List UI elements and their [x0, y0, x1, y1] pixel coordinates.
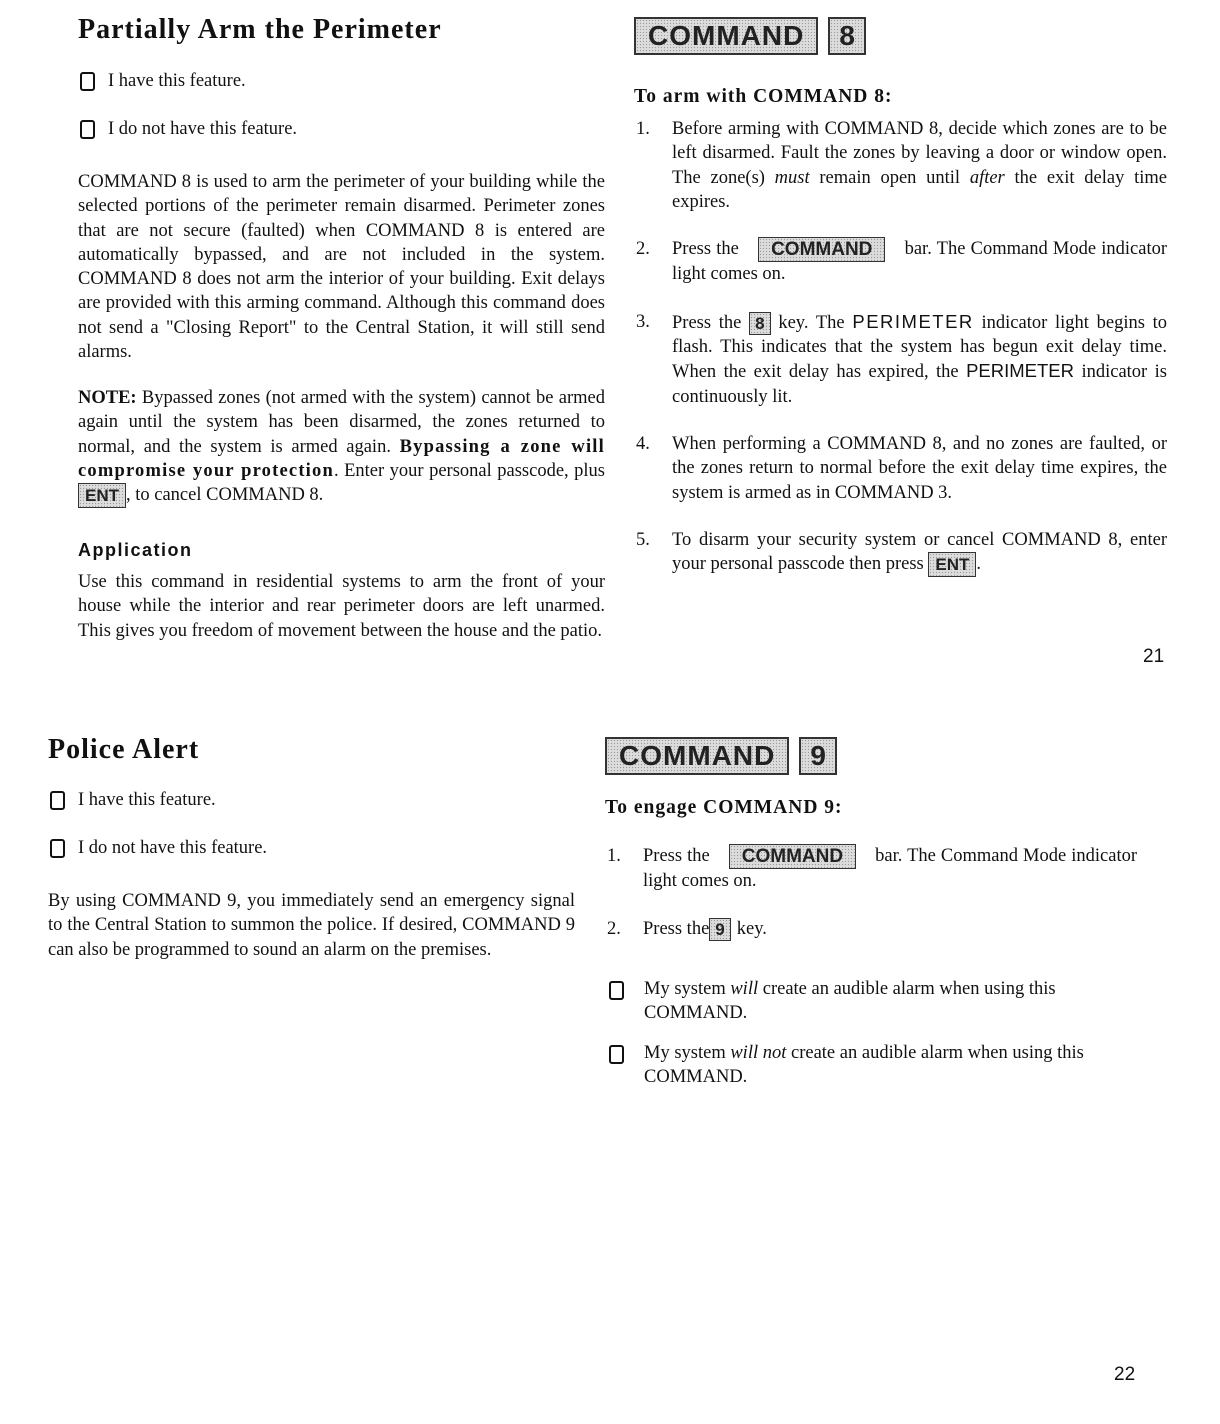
step-number: 4.: [636, 433, 650, 454]
checkbox-icon: [609, 981, 624, 1000]
step-text: Before arming with COMMAND 8, decide which zones are to be left disarmed. Fault the zones by leaving a door or window open. The zone(s): [672, 119, 1167, 188]
step-2: [607, 917, 1137, 941]
option-text: [644, 977, 1137, 1026]
command-bar-key: COMMAND: [758, 237, 885, 262]
step-text: When performing a COMMAND 8, and no zones are faulted, or the zones return to normal before the exit delay time expires, the system is armed as in COMMAND 3.: [672, 433, 1167, 503]
command-8-header: [634, 17, 866, 55]
page22-steps-heading: To engage COMMAND 9:: [605, 797, 843, 818]
note-text-1: Bypassed zones (not armed with the system) cannot be armed again until the system has been disarmed, the zones returned to normal, and the system is armed again.: [78, 388, 605, 457]
command-bar-key: COMMAND: [729, 844, 856, 869]
step-3: [636, 310, 1167, 409]
page22-have-feature-checkbox[interactable]: [50, 790, 216, 811]
checkbox-icon: [50, 839, 65, 858]
note-bold: Bypassing a zone will compromise your protection: [78, 436, 605, 481]
option-text-part: create an audible alarm when using this COMMAND.: [644, 1043, 1084, 1088]
step-italic: must: [774, 167, 810, 188]
step-number: 1.: [607, 846, 621, 866]
ent-key: ENT: [928, 552, 976, 577]
note-text-3: , to cancel COMMAND 8.: [126, 485, 324, 506]
step-1: [636, 117, 1167, 214]
checkbox-icon: [609, 1045, 624, 1064]
step-text: .: [976, 554, 981, 575]
ent-key: ENT: [78, 483, 126, 508]
step-1: [607, 844, 1137, 894]
step-text: bar. The Command Mode indicator light comes on.: [643, 846, 1138, 892]
page21-number: 21: [1143, 646, 1165, 667]
step-5: [636, 528, 1167, 578]
audible-alarm-option[interactable]: [609, 977, 1137, 1026]
step-text: Press the: [643, 918, 710, 939]
checkbox-label: I do not have this feature.: [108, 119, 298, 139]
page22-intro: By using COMMAND 9, you immediately send an emergency signal to the Central Station to summon the police. If desired, COMMAND 9 can also be programmed to sound an alarm on the premises.: [48, 891, 575, 960]
option-text: [644, 1041, 1137, 1090]
command-key: COMMAND: [605, 737, 789, 775]
step-2: [636, 237, 1167, 287]
option-italic: will: [730, 979, 759, 999]
note-text-2: . Enter your personal passcode, plus: [333, 460, 605, 481]
digit-9-key: 9: [799, 737, 837, 775]
option-text-part: create an audible alarm when using this COMMAND.: [644, 979, 1056, 1024]
page21-note: [78, 386, 605, 508]
page21-have-feature-checkbox[interactable]: [80, 71, 246, 92]
step-text: Press the: [672, 239, 739, 260]
page22-steps: [607, 844, 1137, 941]
step-text: remain open until: [809, 167, 970, 188]
application-heading: Application: [78, 540, 193, 560]
command-9-header: [605, 737, 837, 775]
page21-steps-heading: To arm with COMMAND 8:: [634, 86, 893, 107]
checkbox-label: I have this feature.: [108, 71, 246, 91]
checkbox-icon: [50, 791, 65, 810]
step-text: indicator light begins to flash. This indicates that the system has begun exit delay time. When the exit delay has expired, the: [672, 312, 1168, 383]
step-number: 2.: [607, 918, 621, 939]
digit-9-key: 9: [709, 918, 730, 941]
step-text: Press the: [672, 312, 742, 333]
page21-intro: COMMAND 8 is used to arm the perimeter of your building while the selected portions of the perimeter remain disarmed. Perimeter zones that are not secure (faulted) when COMMAND 8 is entered are automatically bypassed, and are not included in the system. COMMAND 8 does not arm the interior of your building. Exit delays are provided with this arming command. Although this command does not send a "Closing Report" to the Central Station, it will still send alarms.: [78, 172, 605, 363]
step-number: 1.: [636, 119, 650, 139]
option-text-part: My system: [644, 1043, 731, 1063]
option-italic: will not: [730, 1043, 787, 1063]
step-text: key.: [736, 918, 767, 939]
no-audible-alarm-option[interactable]: [609, 1041, 1137, 1090]
checkbox-label: I do not have this feature.: [78, 838, 268, 858]
command-key: COMMAND: [634, 17, 818, 55]
step-text: Press the: [643, 846, 710, 866]
page21-not-have-feature-checkbox[interactable]: [80, 119, 297, 140]
step-4: [636, 432, 1167, 505]
checkbox-icon: [80, 120, 95, 139]
perimeter-indicator-label: PERIMETER: [966, 360, 1075, 382]
digit-8-key: 8: [828, 17, 866, 55]
page22-title: Police Alert: [48, 734, 200, 765]
checkbox-icon: [80, 72, 95, 91]
step-number: 3.: [636, 311, 650, 332]
digit-8-key: 8: [749, 312, 770, 335]
step-text: indicator is continuously lit.: [672, 362, 1168, 407]
page22-number: 22: [1114, 1364, 1136, 1385]
perimeter-indicator-label: PERIMETER: [852, 310, 974, 332]
checkbox-label: I have this feature.: [78, 790, 216, 810]
step-number: 2.: [636, 239, 650, 260]
option-text-part: My system: [644, 979, 731, 999]
page22-not-have-feature-checkbox[interactable]: [50, 838, 267, 859]
page21-title: Partially Arm the Perimeter: [78, 14, 442, 45]
note-label: NOTE:: [78, 388, 137, 408]
step-text: key. The: [778, 312, 845, 333]
step-text: To disarm your security system or cancel COMMAND 8, enter your personal passcode then press: [672, 529, 1167, 575]
step-text: bar. The Command Mode indicator light comes on.: [672, 239, 1168, 285]
step-italic: after: [969, 167, 1005, 188]
page21-steps: [636, 117, 1167, 577]
step-number: 5.: [636, 529, 650, 550]
step-text: the exit delay time expires.: [672, 167, 1167, 212]
application-text: Use this command in residential systems to arm the front of your house while the interior and rear perimeter doors are left unarmed. This gives you freedom of movement between the house and the patio.: [78, 572, 605, 641]
